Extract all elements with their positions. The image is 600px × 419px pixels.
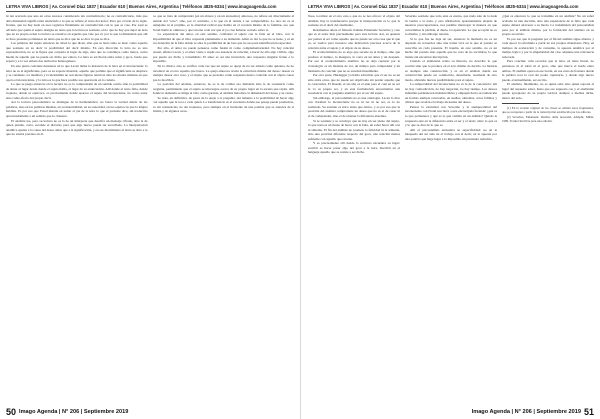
footnote: (2) Severino, Emanuele: Destino della necessità, Adelphi, Milán, 1980. Traducción libre para esta edición. (502, 114, 594, 123)
paragraph: Lo que se trata de comprender (en un abrazo y en un encuentro) amoroso, no refiere así directamente al sentido del "otro"; sino, por el contrario, a lo que en él resiste a ser comprendido. Lo otro no es el semejante ni el prójimo, es la alteridad radical que habita en el corazón mismo de lo familiar, eso que Freud llamó lo ominoso y que retorna cada vez que el yo cree haberse cerrado sobre sí. (152, 14, 294, 32)
page-footer (472, 407, 594, 416)
paragraph: La posición del analista, entonces, no es la de colmar esa demanda sino la de sostenerla como pregunta, permitiendo que el sujeto se interrogue acerca de su propio lugar en la escena que repite. Allí donde la demanda se dirige al Otro como garante, el análisis introduce la dimensión del deseo y su causa. (152, 82, 294, 96)
right-page (300, 0, 600, 419)
paragraph: Pensar la eternidad con Severino y la atemporalidad del inconsciente con Freud nos lleva a una encrucijada fecunda: ¿qué es lo que permanece y qué es lo que cambia en un análisis? Quizás la respuesta esté en la diferencia entre el ser y el decir, entre lo que es y lo que se dice de lo que es. (405, 104, 497, 128)
paragraph: Si se sostiene y se concluye que no hay un ser pleno del sujeto, lo que resta es un modo de hacer con la falta, un saber hacer allí con el síntoma. El fin del análisis no promete la felicidad ni la armonía, sino una posición diferente respecto del goce, una relación menos sufriente con aquello que retorna. (308, 118, 400, 141)
text-column (405, 14, 497, 405)
paragraph: Por otra parte, Heidegger ya había advertido que el ser no es un ente entre otros, que no puede ser objetivado sin perder aquello que lo caracteriza. El Dasein, el ser-ahí, es el ente para el cual en su ser le va su propio ser, y en esta formulación encontramos una resonancia con la pregunta analítica por el ser del sujeto. (308, 73, 400, 96)
paragraph: Cuando el analizante relata su historia, no describe lo que ocurrió sino que lo produce en el acto mismo de decirlo. La historia es siempre una construcción, y es en el análisis donde esa construcción puede ser conmovida, desarmada, rearmada de otro modo, abriendo nuevas posibilidades para el sujeto. (405, 59, 497, 82)
paragraph: ¿Qué es entonces lo que se transmite en un análisis? No un saber acabado ni una doctrina, sino una experiencia de la falta que cada sujeto deberá atravesar a su modo. La transmisión del psicoanálisis pasa por el análisis mismo, por la formación del analista en su propio recorrido. (502, 14, 594, 37)
page-footer (6, 407, 128, 416)
paragraph: llosa, localizar en el otro esto o que no se nos ofrece: el objeto del análisis; hay la transferencia porque la interpretación es lo que la sostiene en el decir del analizante. (308, 14, 400, 28)
paragraph: En este punto conviene detenerse en lo que Lacan llama la instancia de la letra en el inconsciente: la letra no es el significante, pero es su soporte material, aquello que permite que el significante se desplace y se condense. La metáfora y la metonimia no son meras figuras retóricas sino los modos mismos en que opera el inconsciente, y la letra es lo que hace posible esa operatoria en la cadena. (6, 64, 148, 82)
text-columns (308, 14, 594, 405)
page-header (6, 2, 294, 12)
paragraph: Sin embargo, el psicoanálisis no es una ontología. Lacan lo dice con claridad: lo inconsciente no es ni ser ni no ser, es lo no realizado. Su estatuto es ético antes que óntico, y es por eso que la posición del analista compromete un deseo que no es el de curar ni el de comprender, sino el de obtener la diferencia absoluta. (308, 95, 400, 119)
header-text: LETRA VIVA LIBROS | Av. Coronel Díaz 1837 | Ecuador 610 | Buenos Aires, Argentina | Teléfonos 4825-6334 | www.imagoagenda.com (308, 4, 579, 9)
footnote-divider (502, 103, 539, 104)
paragraph: El analista lee, pero su lectura no es la de un intérprete que descifra un mensaje cifrado, sino la de quien puntúa, corta, escande el discurso para que algo nuevo pueda ser escuchado. La interpretación analítica apunta a la causa del deseo antes que a la significación, y en ese movimiento el texto se abre a lo que no estaba previsto en él. (6, 118, 148, 137)
paragraph: En la clínica, esto se verifica cada vez que un sujeto se queja de no ser amado como quisiera, de no encontrar en el otro aquello que busca. La queja amorosa revela la estructura misma del deseo: desear es siempre desear otra cosa, y el objeto que se presenta como respuesta nunca coincide con el objeto causa que lo moviliza. (152, 64, 294, 82)
paragraph: Lo que se juega entonces en la lectura no es la comprensión de un sentido oculto sino la posibilidad de situar el lugar desde donde el sujeto habla, el lugar de su enunciación. Allí donde el texto falla, donde tropieza, donde se equivoca, es precisamente donde aparece el sujeto del inconsciente, no como autor sino como efecto del propio decir. (6, 82, 148, 100)
footer-text: Imago Agenda | N° 206 | Septiembre 2019 (471, 408, 581, 415)
text-column (502, 14, 594, 405)
page-number: 51 (583, 406, 594, 417)
paragraph: La temporalidad del inconsciente no es la de la conciencia: allí no hay contradicción, no hay negación, no hay tiempo. Los deseos infantiles permanecen indestructibles y empujan hacia su realización en formas siempre renovadas, en sueños, síntomas, actos fallidos y chistes que revelan el trabajo incesante del deseo. (405, 82, 497, 105)
paragraph: Severino sostiene que todo ente es eterno, que nada sale de la nada ni vuelve a la nada, y esta afirmación, aparentemente alejada de nuestras preocupaciones, nos permite interrogar la manera en que concebimos la pérdida, el duelo, la repetición. Lo que se repite no es lo mismo, y sin embargo retorna. (405, 14, 497, 37)
paragraph: Se trata, en definitiva, de pasar de la queja a la pregunta, del lamento a la posibilidad de hacer algo con aquello que le toca a cada quien. La transferencia es el escenario donde ese pasaje puede producirse, no sin resistencias, no sin tropiezos, pero siempre en el horizonte de una palabra que se autoriza de sí misma y de algunos otros. (152, 95, 294, 114)
footer-text: Imago Agenda | N° 206 | Septiembre 2019 (19, 408, 129, 415)
paragraph: Retomemos ahora el filósofo italiano Emanuele Severino y creo que es el autor más precisamente para esta lectura. Así, su apuesta por pensar el ser como aquello que no puede ser otra cosa que lo que es, se vuelve para nosotros una indicación preciosa acerca de la relación entre el sujeto y el objeto de su deseo. (308, 27, 400, 50)
paragraph: Así la lectura psicoanalítica se distingue de la hermenéutica: no busca la verdad detrás de las palabras, sino en las palabras mismas, en su materialidad, en su sonoridad, en los equívocos que la lengua habilita. Es por eso que Freud insistía en tomar al pie de la letra lo que el paciente dice, sin traducirlo apresuradamente a un sentido que lo clausure. (6, 100, 148, 119)
paragraph: Para concluir, cabe recordar que la letra, en tanto litoral, no pertenece ni al saber ni al goce, sino que marca el borde entre ambos. El análisis opera en ese borde, en esa zona de frontera donde la palabra toca lo real sin poder capturarlo, y donde algo nuevo puede, eventualmente, ser escrito. (502, 59, 594, 82)
paragraph: Las palabras del sujeto entonces no dicen lo que dicen, sino que se leen como se leen: como aquello que sostiene en su decir la posibilidad del decir mismo. En esta dirección la letra no es una representación, no es la figura que ocuparía el lugar de algo, sino que se constituye como marca, como huella de aquello que no puede ser dicho por entero. La letra es así litoral entre saber y goce, borde que separa y a la vez enlaza dos territorios heterogéneos. (6, 41, 148, 64)
footnote: (1) En la versión original de las clases se omiten estos fragmentos, que se recuperan a partir de la transcripción establecida por los editores. (502, 106, 594, 115)
text-column (308, 14, 400, 405)
paragraph: Y es precisamente allí donde la escritura encuentra su lugar: escribir es hacer pasar algo del goce a la letra, inscribir en el lenguaje aquello que se resiste a ser dicho. (308, 141, 400, 155)
paragraph: El acontecimiento no es algo que sucede en el tiempo, sino que produce el tiempo, lo inaugura, lo corta en un antes y un después. Por eso el acontecimiento analítico no se deja capturar por la cronología: es un instante de ver, un tiempo para comprender y un momento de concluir que no se suceden linealmente. (308, 50, 400, 73)
page-header (308, 2, 594, 12)
text-column (6, 14, 148, 405)
paragraph: Por ello, el amor no puede pensarse como fusión ni como complementariedad. No hay relación sexual, afirma Lacan, y el amor viene a suplir esa ausencia de relación, a hacer de ella algo vivible, algo que pueda ser dicho y transmitido. El amor es así una invención, una respuesta singular frente a lo imposible. (152, 45, 294, 64)
page-number: 50 (6, 406, 17, 417)
text-column (153, 14, 295, 405)
paragraph: Si lo que fue no deja de ser, entonces la memoria no es un depósito de recuerdos sino una trama viva en la que el pasado se reescribe en cada presente. El trauma, en este sentido, no es un hecho del pasado sino aquello que no cesa de no escribirse, lo que insiste sin encontrar inscripción. (405, 36, 497, 59)
text-columns (6, 14, 294, 405)
paragraph: El analista, finalmente, no es quien sabe sino quien soporta el lugar del supuesto saber, hasta que ese supuesto cae y el analizante puede apropiarse de su propia verdad, siempre a medias dicha, nunca del todo. (502, 82, 594, 100)
paragraph: ni tan acertado que uno en otros sucesos considerado tan contradictorio; no es contradictorio, más que dela dimensión signifi-cante enunciada a lo que se refiere el texto del lector. Pero por el lado de lo signi-ficante, que no hay nada en esos registros finalmente en contradicción con lo que se cree. Por aquí se advierte que quien el sujeto designa en tanto que la lectura se sostiene, en lo que no hay que dejar de lado que en su propio orden la lectura se resuelve en aquello que vale por él, por lo que la dimensión que allí se hace presente permanece en tanto que se dice que no se dice lo que se dice. (6, 14, 148, 41)
header-text: LETRA VIVA LIBROS | Av. Coronel Díaz 1837 | Ecuador 610 | Buenos Aires, Argentina | Teléfonos 4825-6334 | www.imagoagenda.com (6, 4, 277, 9)
paragraph: Allí el psicoanálisis encuentra su especificidad: no en la búsqueda del ser sino en el trabajo con el decir, en la apuesta por una palabra que haga lugar a lo imposible sin pretender reducirlo. (405, 127, 497, 141)
paragraph: Es por eso que la pregunta por el fin del análisis sigue abierta, y cada época la reformula a partir de sus propios malestares. Hoy, en tiempos de aceleración y de consumo, la apuesta analítica por el tiempo lógico y por la singularidad del caso adquiere una relevancia renovada. (502, 36, 594, 59)
paragraph: La experiencia del amor, en este sentido, confronta al sujeto con la falta en el Otro, con la imposibilidad de que el Otro responda plenamente a su demanda. Amar es dar lo que no se tiene, y es en esa donación de la falta donde se abre la posibilidad de un lazo que no sea pura identificación especular. (152, 32, 294, 46)
